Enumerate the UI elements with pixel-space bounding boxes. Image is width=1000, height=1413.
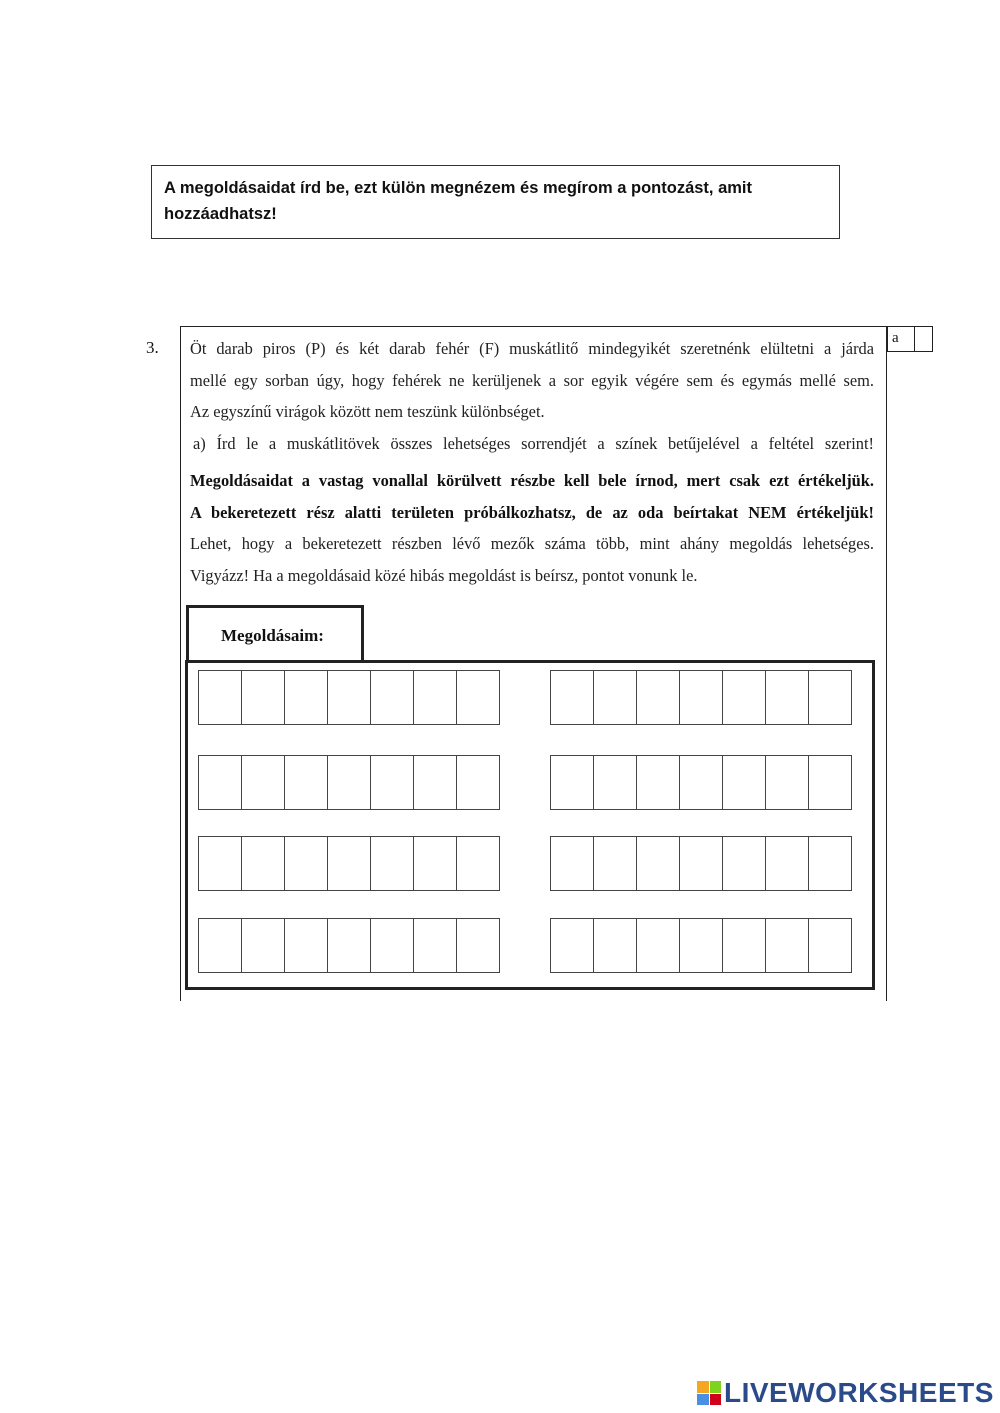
answer-cell[interactable] — [679, 836, 723, 891]
task-number: 3. — [146, 338, 159, 357]
answer-cell[interactable] — [370, 836, 414, 891]
answer-cell[interactable] — [808, 755, 852, 810]
answer-cell[interactable] — [808, 918, 852, 973]
answer-cell[interactable] — [593, 755, 637, 810]
answer-cell[interactable] — [550, 836, 594, 891]
answer-cell[interactable] — [636, 755, 680, 810]
answer-cell[interactable] — [327, 918, 371, 973]
answer-frame — [185, 660, 875, 990]
answer-cell[interactable] — [593, 836, 637, 891]
instruction-note: A megoldásaidat írd be, ezt külön megnézem és megírom a pontozást, amit hozzáadhatsz! — [151, 165, 840, 239]
answer-cell[interactable] — [370, 755, 414, 810]
answer-cell[interactable] — [198, 918, 242, 973]
answer-cell[interactable] — [636, 670, 680, 725]
score-label: a — [888, 327, 915, 351]
answer-cell[interactable] — [636, 836, 680, 891]
intro-line: Öt darab piros (P) és két darab fehér (F) muskátlitő mindegyikét szeretnénk elültetni a járda — [190, 339, 874, 358]
answer-cell[interactable] — [722, 836, 766, 891]
answer-cell[interactable] — [198, 670, 242, 725]
answer-cell[interactable] — [284, 755, 328, 810]
answer-cell[interactable] — [198, 836, 242, 891]
answer-cell[interactable] — [808, 836, 852, 891]
bold-instruction: Megoldásaidat a vastag vonallal körülvett részbe kell bele írnod, mert csak ezt értékeljük. — [190, 471, 874, 490]
answer-cell[interactable] — [550, 918, 594, 973]
answer-cell[interactable] — [241, 755, 285, 810]
answer-cell[interactable] — [284, 836, 328, 891]
intro-line: mellé egy sorban úgy, hogy fehérek ne kerüljenek a sor egyik végére sem és egymás mellé sem. — [190, 370, 874, 390]
answer-cell[interactable] — [198, 755, 242, 810]
answer-row — [198, 670, 499, 725]
solutions-tab: Megoldásaim: — [186, 605, 364, 662]
answer-cell[interactable] — [413, 836, 457, 891]
answer-row — [550, 670, 851, 725]
answer-cell[interactable] — [370, 670, 414, 725]
intro-line: Az egyszínű virágok között nem teszünk különbséget. — [190, 402, 545, 421]
closing-line: Lehet, hogy a bekeretezett részben lévő mezők száma több, mint ahány megoldás lehetséges. — [190, 534, 874, 553]
answer-cell[interactable] — [413, 918, 457, 973]
answer-cell[interactable] — [679, 670, 723, 725]
answer-row — [550, 836, 851, 891]
answer-cell[interactable] — [413, 755, 457, 810]
answer-cell[interactable] — [370, 918, 414, 973]
answer-cell[interactable] — [808, 670, 852, 725]
answer-cell[interactable] — [327, 755, 371, 810]
answer-row — [198, 755, 499, 810]
answer-cell[interactable] — [765, 836, 809, 891]
answer-cell[interactable] — [456, 670, 500, 725]
answer-cell[interactable] — [327, 670, 371, 725]
answer-cell[interactable] — [413, 670, 457, 725]
answer-cell[interactable] — [765, 670, 809, 725]
score-box — [887, 326, 933, 352]
answer-cell[interactable] — [327, 836, 371, 891]
answer-cell[interactable] — [765, 918, 809, 973]
answer-cell[interactable] — [636, 918, 680, 973]
answer-cell[interactable] — [456, 755, 500, 810]
answer-cell[interactable] — [593, 670, 637, 725]
answer-row — [550, 918, 851, 973]
answer-cell[interactable] — [722, 755, 766, 810]
answer-cell[interactable] — [456, 836, 500, 891]
answer-cell[interactable] — [241, 918, 285, 973]
answer-cell[interactable] — [679, 918, 723, 973]
answer-cell[interactable] — [284, 670, 328, 725]
answer-cell[interactable] — [679, 755, 723, 810]
answer-row — [550, 755, 851, 810]
answer-row — [198, 836, 499, 891]
answer-cell[interactable] — [550, 670, 594, 725]
task-text — [190, 333, 874, 591]
subtask-a: a) Írd le a muskátlitövek összes lehetséges sorrendjét a színek betűjelével a feltétel szerint! — [193, 433, 874, 453]
answer-cell[interactable] — [722, 918, 766, 973]
liveworksheets-logo-icon — [697, 1381, 721, 1405]
answer-cell[interactable] — [593, 918, 637, 973]
answer-cell[interactable] — [241, 836, 285, 891]
brand-text: LIVEWORKSHEETS — [724, 1377, 994, 1408]
answer-cell[interactable] — [722, 670, 766, 725]
brand-footer — [697, 1378, 994, 1408]
answer-cell[interactable] — [241, 670, 285, 725]
answer-cell[interactable] — [456, 918, 500, 973]
answer-cell[interactable] — [765, 755, 809, 810]
closing-line: Vigyázz! Ha a megoldásaid közé hibás megoldást is beírsz, pontot vonunk le. — [190, 565, 698, 585]
bold-instruction: A bekeretezett rész alatti területen próbálkozhatsz, de az oda beírtakat NEM értékeljük! — [190, 502, 874, 522]
answer-cell[interactable] — [550, 755, 594, 810]
answer-row — [198, 918, 499, 973]
answer-cell[interactable] — [284, 918, 328, 973]
